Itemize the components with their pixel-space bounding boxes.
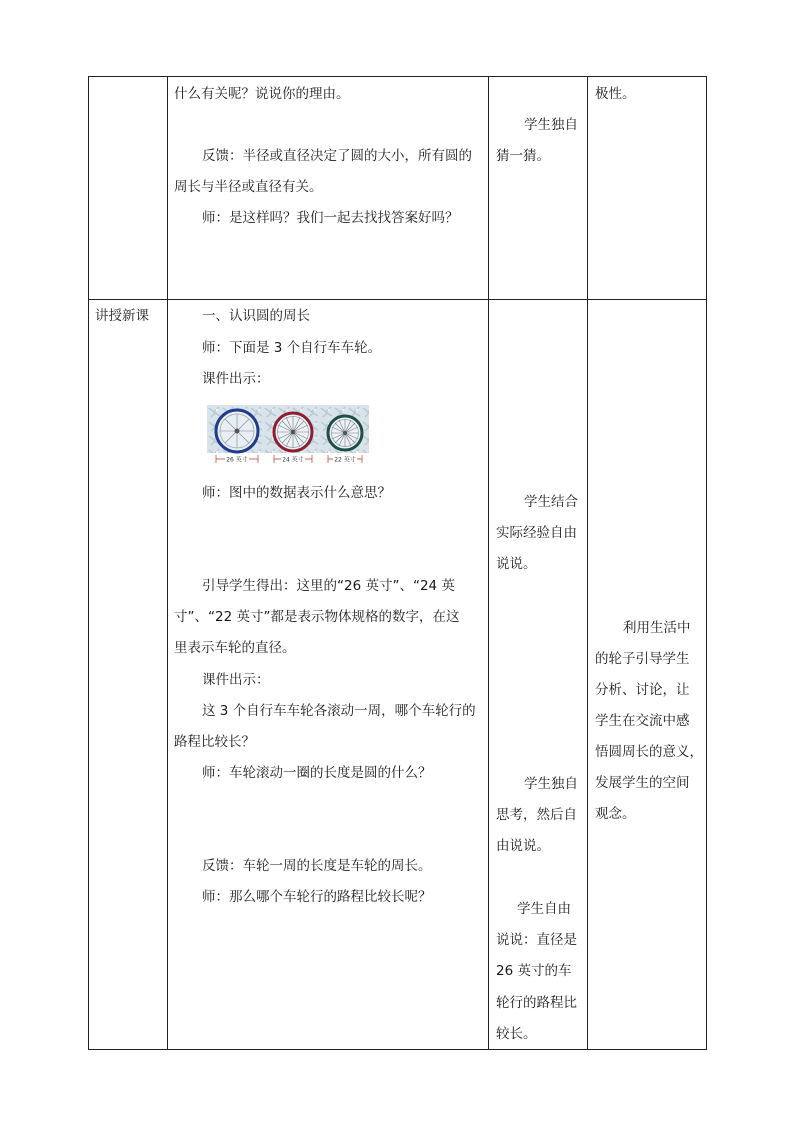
row2-content-line: 课件出示： [202,371,270,387]
row2-design-line: 观念。 [595,806,636,822]
wheel-24-label: 24 英寸 [282,456,304,464]
row2-content-line: 路程比较长？ [174,734,255,750]
row2-design-line: 悟圆周长的意义， [595,744,703,760]
row2-design-line: 发展学生的空间 [595,775,690,791]
row2-student-line: 较长。 [496,1026,537,1042]
row2-content-line: 里表示车轮的直径。 [174,640,296,656]
row2-content-line: 师：下面是 3 个自行车车轮。 [202,340,382,356]
table-divider-3 [587,76,588,1050]
wheel-24-icon [274,413,312,451]
row2-student-line: 思考，然后自 [496,807,577,823]
table-border-left [88,76,89,1050]
row2-content-line: 寸”、“22 英寸”都是表示物体规格的数字，在这 [174,609,460,625]
row2-student-line: 由说说。 [496,838,550,854]
stage-label: 讲授新课 [95,308,149,324]
row2-content-line: 师：那么哪个车轮行的路程比较长呢？ [202,889,432,905]
row2-content-line: 引导学生得出：这里的“26 英寸”、“24 英 [202,578,455,594]
row2-student-line: 26 英寸的车 [496,963,572,979]
wheel-22-label: 22 英寸 [334,456,356,464]
table-divider-2 [488,76,489,1050]
table-divider-1 [167,76,168,1050]
row1-content-line: 什么有关呢？说说你的理由。 [174,86,350,102]
wheel-26-icon [216,410,258,452]
row2-content-line: 课件出示： [202,672,270,688]
table-row-divider [88,299,707,300]
row1-content-line: 周长与半径或直径有关。 [174,179,323,195]
row2-design-line: 利用生活中 [623,620,691,636]
table-border-bottom [88,1049,707,1050]
row2-design-line: 学生在交流中感 [595,713,690,729]
row2-design-line: 的轮子引导学生 [595,651,690,667]
row1-student-line: 学生独自 [524,117,578,133]
section-heading: 一、认识圆的周长 [202,308,310,324]
bicycle-wheels-figure [207,405,369,465]
row2-student-line: 说说：直径是 [496,932,577,948]
row2-content-line: 反馈：车轮一周的长度是车轮的周长。 [202,858,432,874]
row1-student-line: 猜一猜。 [496,148,550,164]
row2-student-line: 说说。 [496,556,537,572]
wheel-26-label: 26 英寸 [226,456,248,464]
row2-student-line: 轮行的路程比 [496,995,577,1011]
row1-design-line: 极性。 [595,86,636,102]
row2-content-line: 师：图中的数据表示什么意思？ [202,485,391,501]
row2-content-line: 这 3 个自行车车轮各滚动一周，哪个车轮行的 [202,703,476,719]
row1-content-line: 师：是这样吗？我们一起去找找答案好吗？ [202,210,459,226]
row2-student-line: 实际经验自由 [496,525,577,541]
row1-content-line: 反馈：半径或直径决定了圆的大小，所有圆的 [202,148,472,164]
row2-student-line: 学生结合 [524,494,578,510]
table-border-top [88,76,707,77]
wheel-22-icon [328,416,362,450]
row2-content-line: 师：车轮滚动一圈的长度是圆的什么？ [202,765,432,781]
table-border-right [706,76,707,1050]
row2-design-line: 分析、讨论，让 [595,682,690,698]
row2-student-line: 学生自由 [517,901,571,917]
row2-student-line: 学生独自 [524,776,578,792]
